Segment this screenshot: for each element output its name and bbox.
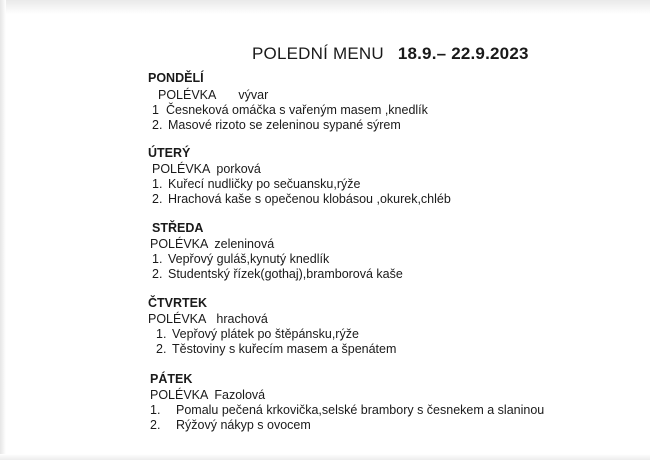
- menu-item-friday-2: [150, 418, 311, 432]
- soup-name: hrachová: [216, 312, 268, 326]
- item-number: 2.: [152, 267, 163, 281]
- item-number: 2.: [150, 418, 161, 432]
- title-dates: 18.9.– 22.9.2023: [397, 44, 529, 63]
- menu-item-monday-2: [152, 118, 401, 132]
- soup-name: Fazolová: [214, 388, 266, 402]
- item-number: 2.: [152, 192, 163, 206]
- soup-name: vývar: [238, 88, 269, 102]
- item-number: 1: [152, 103, 159, 117]
- soup-label: POLÉVKA: [152, 162, 211, 176]
- item-number: 2.: [156, 342, 167, 356]
- soup-line-thursday: [148, 312, 268, 326]
- menu-item-wednesday-2: [152, 267, 403, 281]
- item-number: 2.: [152, 118, 163, 132]
- menu-item-tuesday-2: [152, 192, 451, 206]
- item-text: Vepřový guláš,kynutý knedlík: [168, 252, 330, 266]
- item-text: Česneková omáčka s vařeným masem ,knedlík: [166, 103, 428, 117]
- day-heading-thursday: ČTVRTEK: [148, 296, 208, 310]
- day-heading-tuesday: ÚTERÝ: [148, 146, 191, 160]
- soup-label: POLÉVKA: [150, 388, 209, 402]
- item-text: Studentský řízek(gothaj),bramborová kaše: [168, 267, 403, 281]
- scan-edge-top: [0, 0, 650, 14]
- item-text: Pomalu pečená krkovička,selské brambory s česnekem a slaninou: [176, 403, 545, 417]
- soup-name: zeleninová: [214, 237, 275, 251]
- day-heading-monday: PONDĚLÍ: [148, 71, 204, 85]
- soup-line-friday: [150, 388, 265, 402]
- soup-line-wednesday: [150, 237, 274, 251]
- item-text: Vepřový plátek po štěpánsku,rýže: [172, 327, 359, 341]
- item-number: 1.: [152, 177, 163, 191]
- scan-edge-left: [0, 0, 6, 460]
- menu-item-thursday-1: [156, 327, 359, 341]
- menu-item-monday-1: [152, 103, 428, 117]
- item-text: Kuřecí nudličky po sečuansku,rýže: [168, 177, 361, 191]
- title-text: POLEDNÍ MENU: [252, 44, 384, 63]
- day-heading-wednesday: STŘEDA: [152, 221, 204, 235]
- item-text: Rýžový nákyp s ovocem: [176, 418, 311, 432]
- scan-edge-bottom: [0, 454, 650, 460]
- soup-name: porková: [216, 162, 261, 176]
- day-heading-friday: PÁTEK: [150, 372, 193, 386]
- soup-label: POLÉVKA: [148, 312, 207, 326]
- item-number: 1.: [152, 252, 163, 266]
- soup-line-tuesday: [152, 162, 261, 176]
- page-title: [252, 44, 529, 64]
- menu-item-tuesday-1: [152, 177, 360, 191]
- soup-label: POLÉVKA: [150, 237, 209, 251]
- item-number: 1.: [156, 327, 167, 341]
- item-text: Hrachová kaše s opečenou klobásou ,okurek,chléb: [168, 192, 451, 206]
- item-text: Těstoviny s kuřecím masem a špenátem: [172, 342, 397, 356]
- item-text: Masové rizoto se zeleninou sypané sýrem: [168, 118, 401, 132]
- item-number: 1.: [150, 403, 161, 417]
- soup-line-monday: [158, 88, 268, 102]
- menu-item-thursday-2: [156, 342, 396, 356]
- menu-item-wednesday-1: [152, 252, 329, 266]
- menu-item-friday-1: [150, 403, 544, 417]
- soup-label: POLÉVKA: [158, 88, 217, 102]
